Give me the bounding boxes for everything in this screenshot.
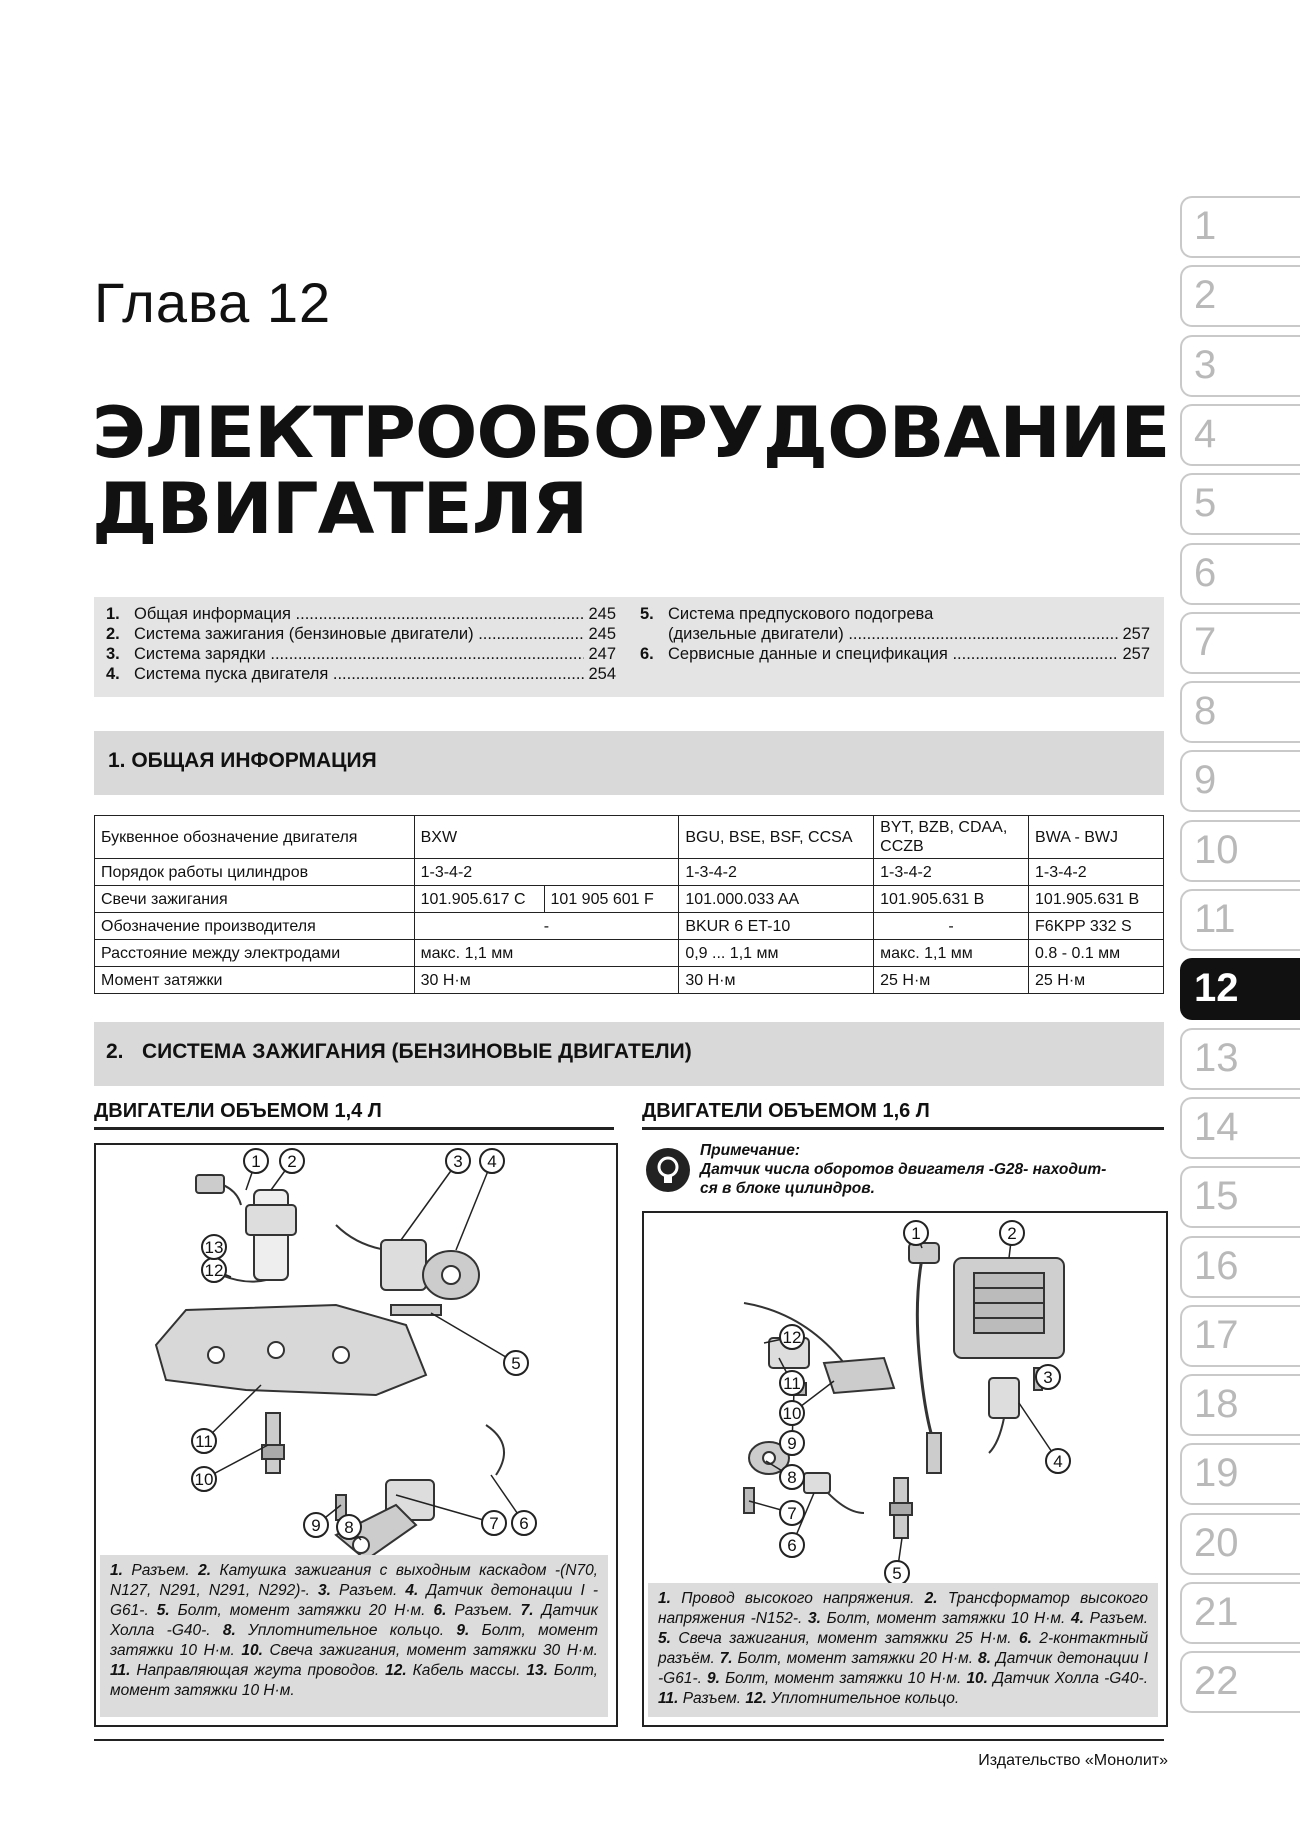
table-row [95, 913, 1164, 940]
toc-num: 6. [640, 645, 654, 663]
chapter-tab-13[interactable]: 13 [1180, 1028, 1300, 1090]
caption-item-text: Кабель массы. [406, 1662, 527, 1679]
caption-item-text: 2-контактный разъём. [658, 1630, 1149, 1667]
caption-item-text: Разъем. [330, 1582, 406, 1599]
caption-item-number: 12. [745, 1690, 767, 1707]
caption-item-text: Болт, момент затяжки 10 Н·м. [719, 1670, 967, 1687]
figure-ignition-1-4 [94, 1143, 618, 1727]
caption-item-text: Уплотнительное кольцо. [235, 1622, 457, 1639]
spec-value: BKUR 6 ET-10 [679, 913, 874, 940]
spec-value: BYT, BZB, CDAA, CCZB [874, 816, 1029, 859]
caption-item-text: Болт, момент затяжки 10 Н·м. [110, 1622, 599, 1659]
caption-item-text: Направляющая жгута проводов. [130, 1662, 386, 1679]
toc-page: 257 [1122, 625, 1150, 643]
chapter-tab-11[interactable]: 11 [1180, 889, 1300, 951]
caption-item-number: 12. [385, 1662, 407, 1679]
figure-caption-1-6 [648, 1583, 1158, 1717]
chapter-tab-5[interactable]: 5 [1180, 473, 1300, 535]
caption-item-text: Провод высокого напряжения. [670, 1590, 925, 1607]
spec-value: 1-3-4-2 [874, 859, 1029, 886]
table-row [95, 940, 1164, 967]
svg-text:1: 1 [251, 1152, 261, 1171]
spec-label: Свечи зажигания [95, 886, 415, 913]
spec-value: 1-3-4-2 [679, 859, 874, 886]
toc-page: 247 [588, 645, 616, 663]
toc-title: Система предпускового подогрева [668, 605, 934, 623]
spec-value: 101.000.033 AA [679, 886, 874, 913]
chapter-tab-16[interactable]: 16 [1180, 1236, 1300, 1298]
svg-text:4: 4 [487, 1152, 497, 1171]
caption-item-text: Болт, момент затяжки 10 Н·м. [820, 1610, 1072, 1627]
caption-item-number: 6. [433, 1602, 447, 1619]
caption-item-number: 5. [658, 1630, 671, 1647]
caption-item-number: 7. [520, 1602, 534, 1619]
section-num: 2. [106, 1040, 124, 1063]
spec-value: 0,9 ... 1,1 мм [679, 940, 874, 967]
chapter-tab-15[interactable]: 15 [1180, 1166, 1300, 1228]
section-title: 1. ОБЩАЯ ИНФОРМАЦИЯ [108, 749, 377, 772]
caption-item-number: 11. [658, 1690, 679, 1707]
caption-item-text: Болт, момент затяжки 20 Н·м. [169, 1602, 434, 1619]
spec-value: макс. 1,1 мм [414, 940, 679, 967]
spec-value: 25 Н·м [1029, 967, 1164, 994]
caption-item-text: Свеча зажигания, момент затяжки 25 Н·м. [670, 1630, 1020, 1647]
svg-text:8: 8 [344, 1518, 354, 1537]
table-row [95, 967, 1164, 994]
svg-text:5: 5 [892, 1564, 902, 1583]
svg-text:7: 7 [787, 1504, 797, 1523]
callout-11 [192, 1385, 261, 1453]
toc-item[interactable] [106, 665, 616, 684]
spec-value: 101 905 601 F [544, 886, 679, 913]
spec-value: макс. 1,1 мм [874, 940, 1029, 967]
spec-value: - [874, 913, 1029, 940]
toc-item[interactable] [106, 625, 616, 644]
caption-item-text: Разъем. [122, 1562, 199, 1579]
toc-num: 1. [106, 605, 120, 623]
spec-value: F6KPP 332 S [1029, 913, 1164, 940]
caption-item-number: 5. [156, 1602, 170, 1619]
chapter-tab-3[interactable]: 3 [1180, 335, 1300, 397]
callout-1 [244, 1149, 268, 1190]
spec-label: Порядок работы цилиндров [95, 859, 415, 886]
svg-text:4: 4 [1053, 1452, 1063, 1471]
svg-text:8: 8 [787, 1468, 797, 1487]
callout-3 [401, 1149, 470, 1240]
figure-caption-1-4 [100, 1555, 608, 1717]
toc-num: 2. [106, 625, 120, 643]
caption-item-number: 10. [241, 1642, 263, 1659]
spec-table [94, 815, 1164, 994]
caption-item-text: Датчик детонации I -G61-. [658, 1650, 1148, 1687]
svg-text:12: 12 [782, 1328, 802, 1347]
caption-item-text: Свеча зажигания, момент затяжки 30 Н·м. [262, 1642, 598, 1659]
chapter-tab-17[interactable]: 17 [1180, 1305, 1300, 1367]
page-title [92, 392, 1170, 550]
toc-page: 257 [1122, 645, 1150, 663]
spec-value: BGU, BSE, BSF, CCSA [679, 816, 874, 859]
callout-5 [885, 1538, 909, 1583]
spec-value: BWA - BWJ [1029, 816, 1164, 859]
caption-item-text: Трансформатор высокого напряжения -N152-. [658, 1590, 1148, 1627]
caption-item-text: Разъем. [446, 1602, 521, 1619]
caption-item-number: 1. [658, 1590, 671, 1607]
toc-item[interactable] [106, 605, 616, 624]
svg-text:12: 12 [204, 1261, 224, 1280]
caption-item-text: Разъем. [678, 1690, 746, 1707]
chapter-tab-9[interactable]: 9 [1180, 750, 1300, 812]
chapter-tab-8[interactable]: 8 [1180, 681, 1300, 743]
svg-text:7: 7 [489, 1514, 499, 1533]
caption-item-number: 8. [977, 1650, 991, 1667]
callout-8 [337, 1515, 361, 1540]
chapter-tab-20[interactable]: 20 [1180, 1513, 1300, 1575]
chapter-tab-1[interactable]: 1 [1180, 196, 1300, 258]
note-text: Датчик числа оборотов двигателя -G28- находит- [700, 1161, 1107, 1178]
caption-item-number: 2. [924, 1590, 938, 1607]
svg-text:9: 9 [311, 1516, 321, 1535]
spec-label: Расстояние между электродами [95, 940, 415, 967]
toc-num: 4. [106, 665, 120, 683]
caption-item-number: 9. [707, 1670, 720, 1687]
lightbulb-icon [646, 1148, 690, 1192]
toc-title: Общая информация ..... [134, 605, 584, 624]
table-row [95, 816, 1164, 859]
chapter-tab-12[interactable]: 12 [1180, 958, 1300, 1020]
chapter-tab-4[interactable]: 4 [1180, 404, 1300, 466]
svg-text:6: 6 [787, 1536, 797, 1555]
spec-label: Буквенное обозначение двигателя [95, 816, 415, 859]
spec-value: 30 Н·м [414, 967, 679, 994]
caption-item-text: Разъем. [1083, 1610, 1148, 1627]
toc-item[interactable] [106, 645, 616, 664]
toc-num: 3. [106, 645, 120, 663]
callout-13 [202, 1235, 226, 1259]
section-title: СИСТЕМА ЗАЖИГАНИЯ (БЕНЗИНОВЫЕ ДВИГАТЕЛИ) [142, 1040, 692, 1063]
toc-title: Сервисные данные и спецификация ..... [668, 645, 1118, 664]
svg-text:3: 3 [1043, 1368, 1053, 1387]
spec-label: Обозначение производителя [95, 913, 415, 940]
section-heading-ignition [94, 1022, 1164, 1086]
spec-value: 1-3-4-2 [414, 859, 679, 886]
caption-item-number: 13. [526, 1662, 548, 1679]
callout-4 [1019, 1403, 1070, 1473]
caption-item-number: 6. [1019, 1630, 1032, 1647]
toc-page: 254 [588, 665, 616, 683]
caption-item-text: Болт, момент затяжки 10 Н·м. [110, 1662, 598, 1699]
note-text: ся в блоке цилиндров. [700, 1180, 875, 1197]
callout-5 [431, 1313, 528, 1375]
svg-text:13: 13 [204, 1238, 224, 1257]
toc-item[interactable] [640, 625, 1150, 644]
footer-rule [94, 1739, 1164, 1741]
spec-label: Момент затяжки [95, 967, 415, 994]
callout-2 [271, 1149, 304, 1190]
caption-item-text: Датчик Холла -G40-. [988, 1670, 1149, 1687]
caption-item-text: Болт, момент затяжки 20 Н·м. [732, 1650, 978, 1667]
subheading-1-6: ДВИГАТЕЛИ ОБЪЕМОМ 1,6 Л [642, 1100, 1164, 1130]
figure-ignition-1-6 [642, 1211, 1168, 1727]
caption-item-number: 11. [110, 1662, 131, 1679]
caption-item-text: Датчик Холла -G40-. [110, 1602, 598, 1639]
title-line-2: ДВИГАТЕЛЯ [92, 468, 588, 550]
table-row [95, 859, 1164, 886]
caption-item-text: Датчик детонации I -G61-. [110, 1582, 598, 1619]
svg-text:2: 2 [1007, 1224, 1017, 1243]
spec-value: 101.905.617 C [414, 886, 544, 913]
toc-title: Система зарядки ..... [134, 645, 584, 664]
caption-item-number: 10. [966, 1670, 988, 1687]
chapter-tab-21[interactable]: 21 [1180, 1582, 1300, 1644]
caption-item-number: 1. [110, 1562, 123, 1579]
publisher-footer: Издательство «Монолит» [978, 1752, 1168, 1769]
note [700, 1141, 1106, 1198]
spec-value: BXW [414, 816, 679, 859]
svg-text:3: 3 [453, 1152, 463, 1171]
subheading-1-4: ДВИГАТЕЛИ ОБЪЕМОМ 1,4 Л [94, 1100, 614, 1130]
svg-text:2: 2 [287, 1152, 297, 1171]
toc-item-first-line[interactable] [640, 605, 1150, 624]
diagram-1-4 [96, 1145, 616, 1565]
caption-item-text: Катушка зажигания с выходным каскадом -(N70, N127, N291, N291, N292)-. [110, 1562, 598, 1599]
svg-text:5: 5 [511, 1354, 521, 1373]
callout-2 [1000, 1221, 1024, 1258]
caption-item-text: Уплотнительное кольцо. [766, 1690, 960, 1707]
toc-page: 245 [588, 625, 616, 643]
table-of-contents [94, 597, 1164, 697]
caption-item-number: 9. [456, 1622, 470, 1639]
chapter-label: Глава 12 [94, 271, 332, 334]
svg-text:9: 9 [787, 1434, 797, 1453]
section-heading-general [94, 731, 1164, 795]
caption-item-number: 2. [198, 1562, 212, 1579]
toc-title: Система пуска двигателя ..... [134, 665, 584, 684]
toc-item[interactable] [640, 645, 1150, 664]
svg-text:1: 1 [911, 1224, 921, 1243]
title-line-1: ЭЛЕКТРООБОРУДОВАНИЕ [92, 392, 1170, 474]
spec-value: 0.8 - 0.1 мм [1029, 940, 1164, 967]
spec-value: 25 Н·м [874, 967, 1029, 994]
chapter-tab-10[interactable]: 10 [1180, 820, 1300, 882]
callout-12 [202, 1258, 231, 1282]
toc-title: (дизельные двигатели) ..... [668, 625, 1118, 644]
caption-item-number: 3. [808, 1610, 821, 1627]
svg-text:11: 11 [783, 1374, 801, 1393]
toc-page: 245 [588, 605, 616, 623]
svg-text:10: 10 [782, 1404, 802, 1423]
toc-num: 5. [640, 605, 654, 623]
diagram-1-6 [644, 1213, 1166, 1583]
caption-item-number: 7. [719, 1650, 733, 1667]
chapter-tab-22[interactable]: 22 [1180, 1651, 1300, 1713]
callout-3 [1036, 1365, 1060, 1389]
svg-text:6: 6 [519, 1514, 529, 1533]
spec-value: 101.905.631 B [1029, 886, 1164, 913]
chapter-tab-19[interactable]: 19 [1180, 1443, 1300, 1505]
spec-value: 30 Н·м [679, 967, 874, 994]
chapter-tab-2[interactable]: 2 [1180, 265, 1300, 327]
chapter-tab-18[interactable]: 18 [1180, 1374, 1300, 1436]
table-row [95, 886, 1164, 913]
caption-item-number: 8. [222, 1622, 236, 1639]
caption-item-number: 4. [1071, 1610, 1084, 1627]
spec-value: - [414, 913, 679, 940]
callout-7 [749, 1501, 804, 1525]
spec-value: 1-3-4-2 [1029, 859, 1164, 886]
caption-item-number: 4. [405, 1582, 419, 1599]
svg-text:11: 11 [195, 1432, 213, 1451]
svg-text:10: 10 [194, 1470, 214, 1489]
note-label: Примечание: [700, 1142, 801, 1159]
chapter-tab-14[interactable]: 14 [1180, 1097, 1300, 1159]
chapter-tab-7[interactable]: 7 [1180, 612, 1300, 674]
chapter-tab-6[interactable]: 6 [1180, 543, 1300, 605]
caption-item-number: 3. [317, 1582, 331, 1599]
toc-title: Система зажигания (бензиновые двигатели) ..... [134, 625, 584, 644]
spec-value: 101.905.631 B [874, 886, 1029, 913]
